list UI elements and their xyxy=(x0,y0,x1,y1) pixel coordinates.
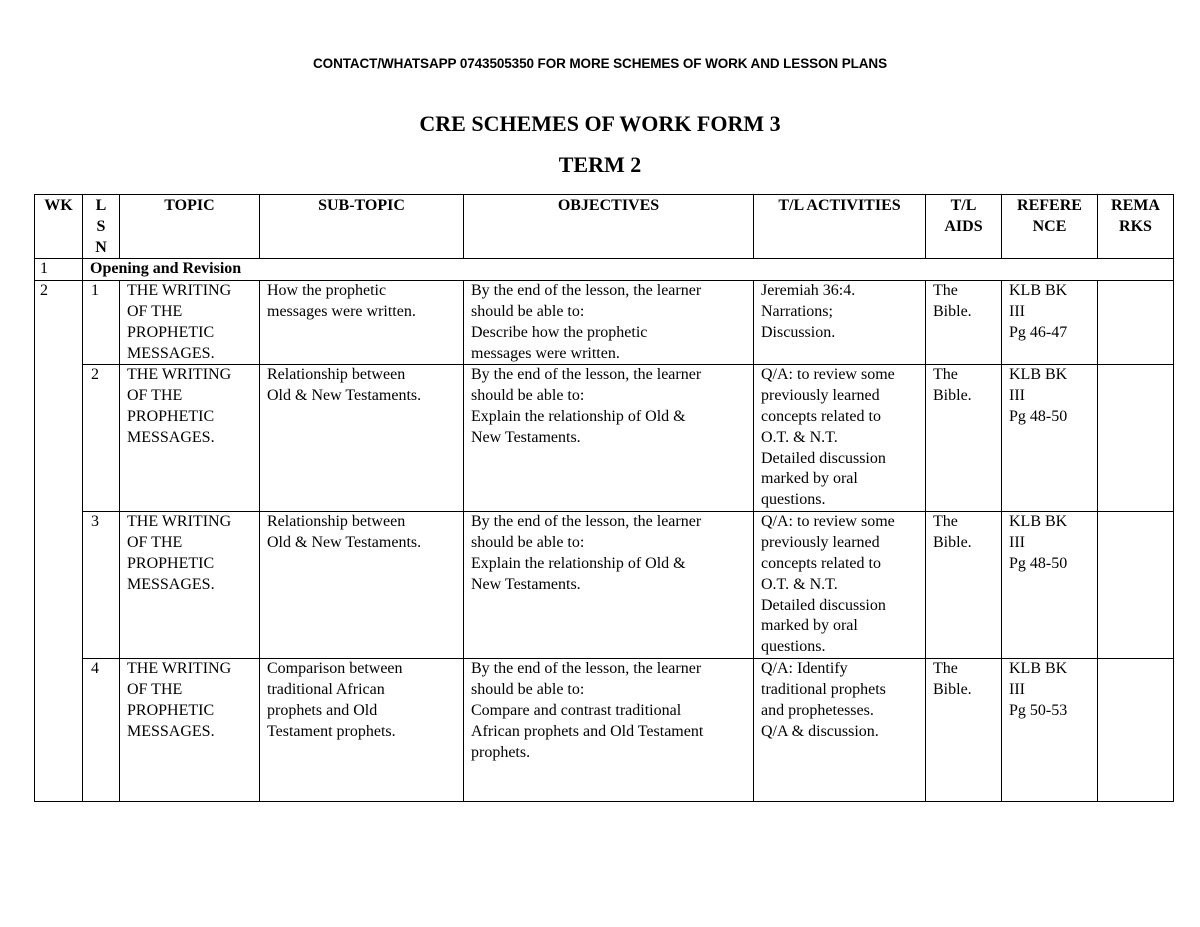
aids-cell xyxy=(926,365,1002,512)
remarks-cell xyxy=(1098,365,1174,512)
text-line: REFERE xyxy=(1017,197,1082,214)
text-line: previously learned xyxy=(761,534,880,552)
week-cell: 1 xyxy=(35,259,83,281)
topic-cell xyxy=(120,281,260,365)
week-cell: 2 xyxy=(35,281,83,802)
text-line: PROPHETIC xyxy=(127,554,215,572)
text-line: The xyxy=(933,282,958,300)
objectives-cell xyxy=(464,512,754,659)
text-line: concepts related to xyxy=(761,407,881,425)
text-line: Explain the relationship of Old & xyxy=(471,554,686,572)
col-header xyxy=(83,195,120,259)
lesson-number-cell: 2 xyxy=(83,365,120,512)
text-line: REMA xyxy=(1111,197,1160,214)
reference-cell xyxy=(1002,365,1098,512)
text-line: concepts related to xyxy=(761,554,881,572)
text-line: PROPHETIC xyxy=(127,323,215,341)
text-line: III xyxy=(1009,681,1025,699)
text-line: Detailed discussion xyxy=(761,596,886,614)
text-line: RKS xyxy=(1119,217,1152,235)
text-line: MESSAGES. xyxy=(127,344,215,362)
text-line: OF THE xyxy=(127,302,183,320)
text-line: should be able to: xyxy=(471,681,585,699)
text-line: O.T. & N.T. xyxy=(761,428,838,446)
text-line: Q/A: to review some xyxy=(761,366,895,384)
contact-banner: CONTACT/WHATSAPP 0743505350 FOR MORE SCHEMES OF WORK AND LESSON PLANS xyxy=(313,56,887,71)
text-line: KLB BK xyxy=(1009,282,1068,300)
text-line: Describe how the prophetic xyxy=(471,323,648,341)
text-line: and prophetesses. xyxy=(761,701,874,719)
text-line: marked by oral xyxy=(761,617,858,635)
text-line: OF THE xyxy=(127,681,183,699)
text-line: S xyxy=(96,217,106,235)
text-line: By the end of the lesson, the learner xyxy=(471,366,702,384)
text-line: PROPHETIC xyxy=(127,407,215,425)
text-line: should be able to: xyxy=(471,387,585,405)
text-line: Jeremiah 36:4. xyxy=(761,282,856,300)
aids-cell xyxy=(926,512,1002,659)
text-line xyxy=(1105,365,1168,386)
text-line: SUB-TOPIC xyxy=(318,197,405,214)
text-line: Bible. xyxy=(933,387,972,405)
col-header xyxy=(120,195,260,259)
text-line: KLB BK xyxy=(1009,513,1068,531)
topic-cell xyxy=(120,659,260,802)
aids-cell xyxy=(926,281,1002,365)
text-line: messages were written. xyxy=(471,344,620,362)
lesson-number-cell: 4 xyxy=(83,659,120,802)
text-line: Pg 48-50 xyxy=(1009,554,1068,572)
text-line: III xyxy=(1009,534,1025,552)
text-line: KLB BK xyxy=(1009,366,1068,384)
text-line: OF THE xyxy=(127,387,183,405)
text-line: should be able to: xyxy=(471,534,585,552)
text-line: PROPHETIC xyxy=(127,701,215,719)
text-line: T/L ACTIVITIES xyxy=(778,197,901,214)
text-line: messages were written. xyxy=(267,302,416,320)
remarks-cell xyxy=(1098,659,1174,802)
header-row xyxy=(35,195,1174,259)
text-line: The xyxy=(933,660,958,678)
lesson-row xyxy=(35,365,1174,512)
text-line: THE WRITING xyxy=(127,366,232,384)
opening-revision-cell: Opening and Revision xyxy=(83,259,1174,281)
text-line: L xyxy=(95,197,107,214)
text-line: traditional prophets xyxy=(761,681,886,699)
text-line: MESSAGES. xyxy=(127,722,215,740)
text-line: Q/A & discussion. xyxy=(761,722,879,740)
text-line: NCE xyxy=(1032,217,1067,235)
scheme-table xyxy=(34,194,1174,802)
text-line: WK xyxy=(44,197,73,214)
objectives-cell xyxy=(464,365,754,512)
remarks-cell xyxy=(1098,512,1174,659)
opening-row xyxy=(35,259,1174,281)
lesson-number-cell: 1 xyxy=(83,281,120,365)
activities-cell xyxy=(754,512,926,659)
subtopic-cell xyxy=(260,659,464,802)
text-line: should be able to: xyxy=(471,302,585,320)
term-heading: TERM 2 xyxy=(558,152,642,177)
text-line xyxy=(1105,281,1168,302)
text-line xyxy=(1105,659,1168,680)
text-line: Old & New Testaments. xyxy=(267,534,422,552)
text-line: prophets and Old xyxy=(267,701,378,719)
text-line: New Testaments. xyxy=(471,428,581,446)
text-line: prophets. xyxy=(471,743,531,761)
text-line: Q/A: Identify xyxy=(761,660,848,678)
topic-cell xyxy=(120,365,260,512)
text-line xyxy=(1105,512,1168,533)
text-line: Narrations; xyxy=(761,302,833,320)
col-header xyxy=(464,195,754,259)
document-title: CRE SCHEMES OF WORK FORM 3 xyxy=(419,111,781,136)
text-line: III xyxy=(1009,302,1025,320)
aids-cell xyxy=(926,659,1002,802)
text-line: Comparison between xyxy=(267,660,403,678)
text-line: III xyxy=(1009,387,1025,405)
text-line: Bible. xyxy=(933,681,972,699)
activities-cell xyxy=(754,281,926,365)
text-line: The xyxy=(933,366,958,384)
text-line: TOPIC xyxy=(164,197,215,214)
text-line: Pg 46-47 xyxy=(1009,323,1068,341)
text-line: By the end of the lesson, the learner xyxy=(471,660,702,678)
reference-cell xyxy=(1002,659,1098,802)
reference-cell xyxy=(1002,512,1098,659)
text-line: T/L xyxy=(950,197,977,214)
text-line: How the prophetic xyxy=(267,282,387,300)
text-line: KLB BK xyxy=(1009,660,1068,678)
text-line: Explain the relationship of Old & xyxy=(471,407,686,425)
col-header xyxy=(35,195,83,259)
text-line: Testament prophets. xyxy=(267,722,396,740)
text-line: Compare and contrast traditional xyxy=(471,701,682,719)
remarks-cell xyxy=(1098,281,1174,365)
text-line: Detailed discussion xyxy=(761,449,886,467)
subtopic-cell xyxy=(260,281,464,365)
text-line: Discussion. xyxy=(761,323,836,341)
text-line: AIDS xyxy=(944,217,983,235)
text-line: THE WRITING xyxy=(127,513,232,531)
text-line: questions. xyxy=(761,638,826,656)
objectives-cell xyxy=(464,281,754,365)
text-line: The xyxy=(933,513,958,531)
text-line: Bible. xyxy=(933,302,972,320)
text-line: traditional African xyxy=(267,681,385,699)
text-line: Old & New Testaments. xyxy=(267,387,422,405)
text-line: MESSAGES. xyxy=(127,575,215,593)
text-line: Pg 48-50 xyxy=(1009,407,1068,425)
text-line: THE WRITING xyxy=(127,660,232,678)
col-header xyxy=(1002,195,1098,259)
text-line: OBJECTIVES xyxy=(557,197,660,214)
text-line: Relationship between xyxy=(267,366,406,384)
activities-cell xyxy=(754,365,926,512)
text-line: O.T. & N.T. xyxy=(761,575,838,593)
text-line: questions. xyxy=(761,491,826,509)
objectives-cell xyxy=(464,659,754,802)
col-header xyxy=(926,195,1002,259)
text-line: By the end of the lesson, the learner xyxy=(471,282,702,300)
col-header xyxy=(1098,195,1174,259)
subtopic-cell xyxy=(260,365,464,512)
text-line: OF THE xyxy=(127,534,183,552)
col-header xyxy=(754,195,926,259)
col-header xyxy=(260,195,464,259)
text-line: Q/A: to review some xyxy=(761,513,895,531)
text-line: MESSAGES. xyxy=(127,428,215,446)
text-line: previously learned xyxy=(761,387,880,405)
text-line: Relationship between xyxy=(267,513,406,531)
text-line: marked by oral xyxy=(761,470,858,488)
lesson-row xyxy=(35,281,1174,365)
lesson-number-cell: 3 xyxy=(83,512,120,659)
lesson-row xyxy=(35,512,1174,659)
topic-cell xyxy=(120,512,260,659)
text-line: THE WRITING xyxy=(127,282,232,300)
activities-cell xyxy=(754,659,926,802)
text-line: New Testaments. xyxy=(471,575,581,593)
text-line: N xyxy=(95,238,107,256)
reference-cell xyxy=(1002,281,1098,365)
text-line: Bible. xyxy=(933,534,972,552)
text-line: By the end of the lesson, the learner xyxy=(471,513,702,531)
text-line: Pg 50-53 xyxy=(1009,701,1068,719)
text-line: African prophets and Old Testament xyxy=(471,722,704,740)
lesson-row xyxy=(35,659,1174,802)
subtopic-cell xyxy=(260,512,464,659)
